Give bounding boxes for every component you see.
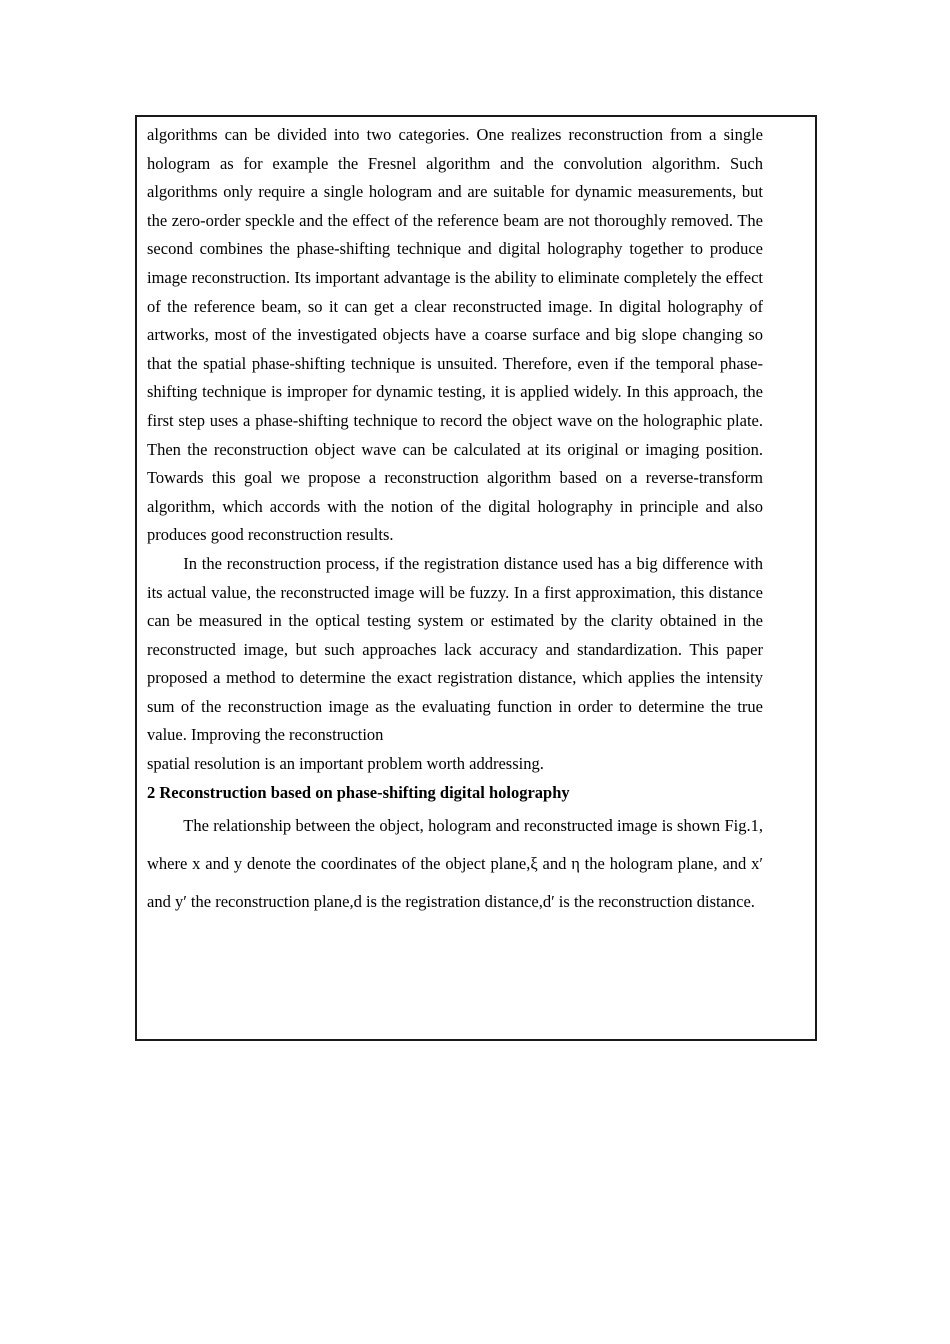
body-paragraph-1: algorithms can be divided into two categories. One realizes reconstruction from a single hologram as for example the Fresnel algorithm and the convolution algorithm. Such algorithms only require a single hologram and are suitable for dynamic measurements, but the zero-order speckle and the effect of the reference beam are not thoroughly removed. The second combines the phase-shifting technique and digital holography together to produce image reconstruction. Its important advantage is the ability to eliminate completely the effect of the reference beam, so it can get a clear reconstructed image. In digital holography of artworks, most of the investigated objects have a coarse surface and big slope changing so that the spatial phase-shifting technique is unsuited. Therefore, even if the temporal phase-shifting technique is improper for dynamic testing, it is applied widely. In this approach, the first step uses a phase-shifting technique to record the object wave on the holographic plate. Then the reconstruction object wave can be calculated at its original or imaging position. Towards this goal we propose a reconstruction algorithm based on a reverse-transform algorithm, which accords with the notion of the digital holography in principle and also produces good reconstruction results. — [147, 125, 763, 545]
body-paragraph-2-continuation: spatial resolution is an important problem worth addressing. — [147, 754, 544, 774]
body-paragraph-2: In the reconstruction process, if the registration distance used has a big difference with its actual value, the reconstructed image will be fuzzy. In a first approximation, this distance can be measured in the optical testing system or estimated by the clarity obtained in the reconstructed image, but such approaches lack accuracy and standardization. This paper proposed a method to determine the exact registration distance, which applies the intensity sum of the reconstruction image as the evaluating function in order to determine the true value. Improving the reconstruction — [147, 553, 763, 745]
text-frame — [135, 115, 817, 1041]
section-heading: 2 Reconstruction based on phase-shifting digital holography — [147, 782, 570, 802]
body-paragraph-3: The relationship between the object, hologram and reconstructed image is shown Fig.1, where x and y denote the coordinates of the object plane,ξ and η the hologram plane, and x′ and y′ the reconstruction plane,d is the registration distance,d′ is the reconstruction distance. — [147, 816, 763, 912]
